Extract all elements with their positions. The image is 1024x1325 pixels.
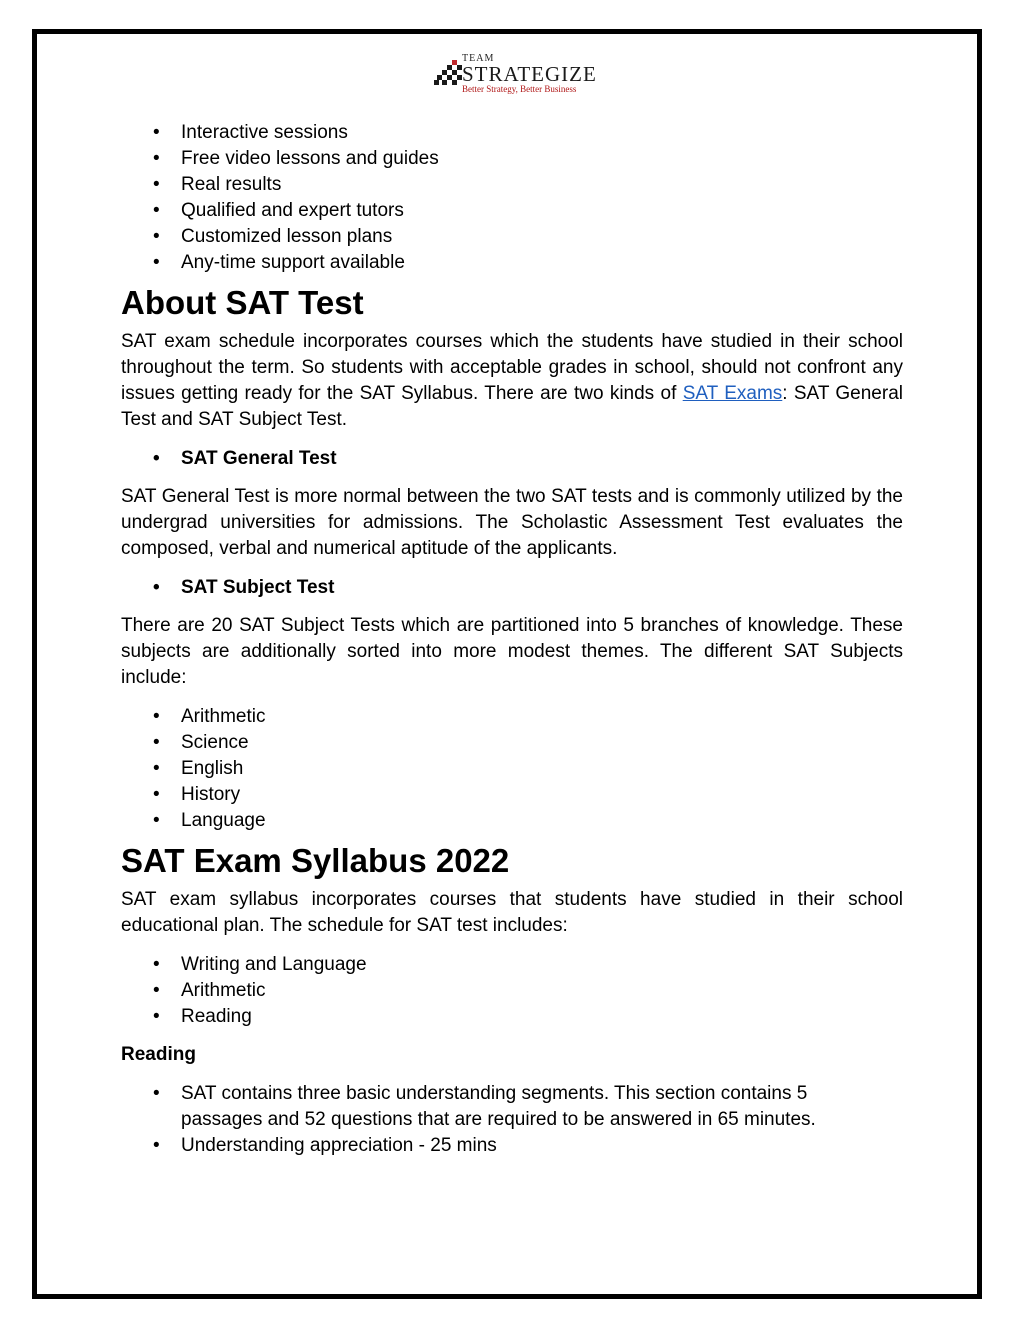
list-item: • Qualified and expert tutors <box>121 198 903 224</box>
list-item: • Customized lesson plans <box>121 224 903 250</box>
list-item: • History <box>121 782 903 808</box>
checker-logo-icon <box>434 60 462 90</box>
list-item: • Reading <box>121 1004 903 1030</box>
list-item: • Any-time support available <box>121 250 903 276</box>
reading-list <box>121 1081 903 1159</box>
list-item: • Arithmetic <box>121 704 903 730</box>
general-test-title: • SAT General Test <box>121 446 903 472</box>
about-text-part2: : SAT General Test and SAT Subject Test. <box>121 383 903 430</box>
subjects-list <box>121 704 903 834</box>
list-item: • Real results <box>121 172 903 198</box>
list-item: • Science <box>121 730 903 756</box>
syllabus-sections-list <box>121 952 903 1030</box>
list-item: • Free video lessons and guides <box>121 146 903 172</box>
document-body <box>121 120 903 1159</box>
logo-name: STRATEGIZE <box>462 62 597 86</box>
subject-test-title: • SAT Subject Test <box>121 575 903 601</box>
features-list <box>121 120 903 276</box>
general-test-paragraph: SAT General Test is more normal between the two SAT tests and is commonly utilized by the undergrad universities for admissions. The Scholastic Assessment Test evaluates the composed, verbal and numerical aptitude of the applicants. <box>121 486 903 559</box>
list-item: • Interactive sessions <box>121 120 903 146</box>
sat-exams-link[interactable]: SAT Exams <box>682 383 783 404</box>
subject-test-paragraph: There are 20 SAT Subject Tests which are partitioned into 5 branches of knowledge. These subjects are additionally sorted into more modest themes. The different SAT Subjects include: <box>121 615 903 688</box>
about-paragraph <box>121 329 903 433</box>
syllabus-heading: SAT Exam Syllabus 2022 <box>121 842 510 879</box>
general-test-list <box>121 446 903 472</box>
list-item: • Arithmetic <box>121 978 903 1004</box>
list-item: • Writing and Language <box>121 952 903 978</box>
subject-test-list <box>121 575 903 601</box>
syllabus-paragraph: SAT exam syllabus incorporates courses that students have studied in their school educational plan. The schedule for SAT test includes: <box>121 889 903 936</box>
list-item: • Understanding appreciation - 25 mins <box>121 1133 903 1159</box>
list-item: • Language <box>121 808 903 834</box>
list-item: • English <box>121 756 903 782</box>
logo-team: TEAM <box>462 53 495 64</box>
list-item: • SAT contains three basic understanding segments. This section contains 5 passages and 52 questions that are required to be answered in 65 minutes. <box>121 1081 903 1133</box>
about-heading: About SAT Test <box>121 284 364 321</box>
reading-subheading: Reading <box>121 1044 196 1065</box>
team-strategize-logo <box>434 53 597 100</box>
logo-text <box>462 54 597 95</box>
logo-tagline: Better Strategy, Better Business <box>462 84 577 94</box>
about-text-part1: SAT exam schedule incorporates courses which the students have studied in their school throughout the term. So students with acceptable grades in school, should not confront any issues getting ready for the SAT Syllabus. There are two kinds of <box>121 331 903 404</box>
